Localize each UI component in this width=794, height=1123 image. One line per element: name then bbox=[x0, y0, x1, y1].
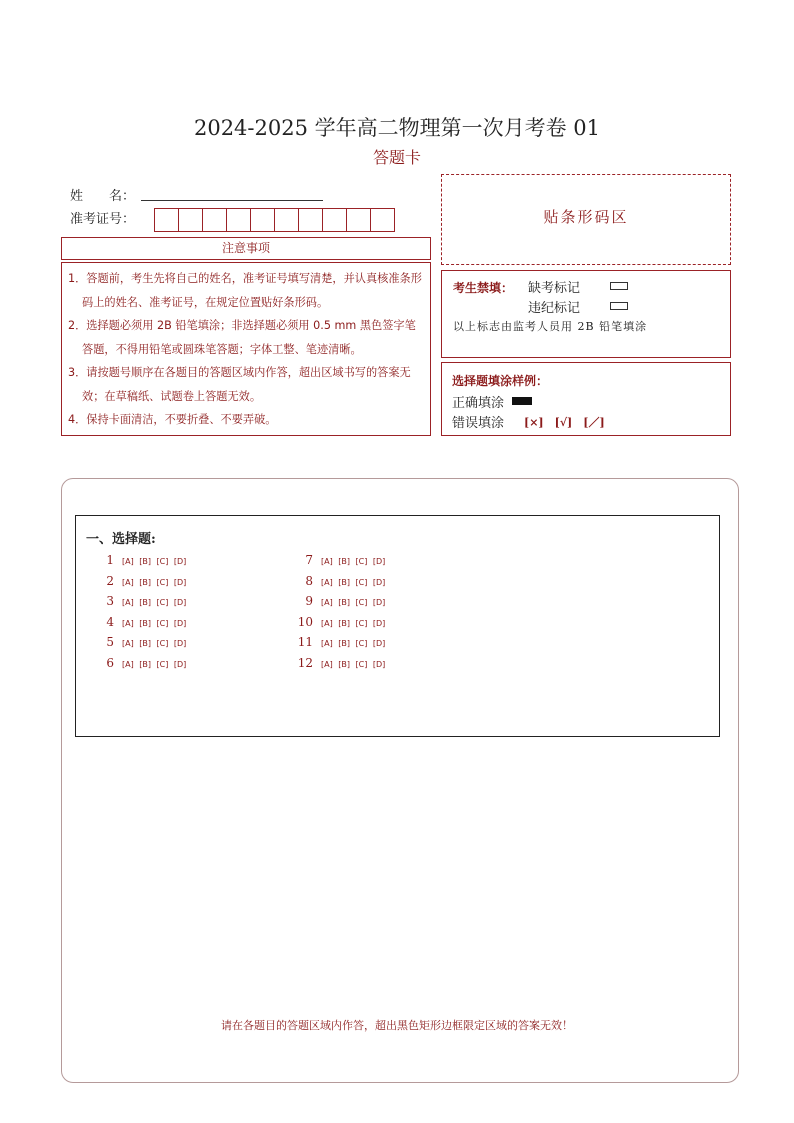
question-row[interactable] bbox=[92, 553, 186, 574]
question-row[interactable] bbox=[291, 594, 385, 615]
question-number: 7 bbox=[305, 553, 313, 567]
question-column-2 bbox=[291, 553, 385, 677]
answer-options[interactable]: [A] [B] [C] [D] bbox=[122, 598, 187, 608]
examiner-only-label: 考生禁填： bbox=[453, 281, 514, 295]
notice-item: 4．保持卡面清洁，不要折叠、不要弄破。 bbox=[68, 413, 277, 426]
question-row[interactable] bbox=[92, 594, 186, 615]
question-number: 10 bbox=[297, 614, 313, 629]
notice-box bbox=[61, 262, 431, 436]
name-field-line[interactable] bbox=[141, 200, 323, 201]
question-row[interactable] bbox=[92, 656, 186, 677]
question-number: 11 bbox=[297, 635, 313, 650]
correct-fill-label: 正确填涂 bbox=[452, 396, 505, 411]
id-digit-box[interactable] bbox=[346, 208, 371, 232]
answer-options[interactable]: [A] [B] [C] [D] bbox=[321, 557, 386, 566]
barcode-label: 贴条形码区 bbox=[543, 208, 629, 226]
notice-item: 3．请按题号顺序在各题目的答题区域内作答，超出区域书写的答案无效；在草稿纸、试题卷上答题无效。 bbox=[68, 366, 411, 403]
id-digit-box[interactable] bbox=[298, 208, 323, 232]
answer-options[interactable]: [A] [B] [C] [D] bbox=[122, 659, 187, 669]
question-number: 5 bbox=[106, 635, 114, 650]
page-title: 2024-2025 学年高二物理第一次月考卷 01 bbox=[193, 116, 601, 140]
question-row[interactable] bbox=[291, 656, 385, 677]
answer-area-warning: 请在各题目的答题区域内作答，超出黑色矩形边框限定区域的答案无效！ bbox=[221, 1019, 573, 1032]
exam-id-boxes[interactable] bbox=[154, 208, 394, 232]
notice-item: 1．答题前，考生先将自己的姓名，准考证号填写清楚，并认真核准条形码上的姓名、准考证号，在规定位置贴好条形码。 bbox=[68, 272, 422, 309]
answer-options[interactable]: [A] [B] [C] [D] bbox=[321, 618, 386, 628]
violation-mark-label: 违纪标记 bbox=[528, 301, 581, 316]
wrong-fill-marks: [×] [√] [／] bbox=[524, 416, 605, 429]
question-row[interactable] bbox=[291, 635, 385, 656]
examiner-only-box bbox=[441, 270, 731, 358]
question-column-1 bbox=[92, 553, 186, 677]
violation-mark-box[interactable] bbox=[610, 302, 628, 310]
notice-item: 2．选择题必须用 2B 铅笔填涂；非选择题必须用 0.5 mm 黑色签字笔答题，不得用铅笔或圆珠笔答题；字体工整、笔迹清晰。 bbox=[68, 319, 416, 356]
exam-id-label: 准考证号： bbox=[70, 212, 136, 227]
answer-options[interactable]: [A] [B] [C] [D] bbox=[122, 618, 187, 628]
question-number: 4 bbox=[106, 614, 114, 629]
question-number: 3 bbox=[106, 594, 114, 609]
answer-options[interactable]: [A] [B] [C] [D] bbox=[122, 577, 187, 587]
page-subtitle: 答题卡 bbox=[372, 148, 421, 167]
question-row[interactable] bbox=[92, 635, 186, 656]
id-digit-box[interactable] bbox=[154, 208, 179, 232]
question-number: 2 bbox=[106, 573, 114, 588]
id-digit-box[interactable] bbox=[274, 208, 299, 232]
examiner-note: 以上标志由监考人员用 2B 铅笔填涂 bbox=[453, 320, 648, 333]
name-label: 姓 名： bbox=[70, 189, 136, 204]
choice-section-box bbox=[75, 515, 720, 737]
barcode-area bbox=[441, 174, 731, 265]
absent-mark-label: 缺考标记 bbox=[528, 281, 581, 296]
answer-options[interactable]: [A] [B] [C] [D] bbox=[321, 577, 386, 587]
id-digit-box[interactable] bbox=[178, 208, 203, 232]
id-digit-box[interactable] bbox=[202, 208, 227, 232]
absent-mark-box[interactable] bbox=[610, 282, 628, 290]
id-digit-box[interactable] bbox=[370, 208, 395, 232]
fill-example-box bbox=[441, 362, 731, 436]
answer-options[interactable]: [A] [B] [C] [D] bbox=[122, 557, 187, 566]
question-row[interactable] bbox=[291, 553, 385, 574]
question-number: 12 bbox=[297, 655, 313, 670]
id-digit-box[interactable] bbox=[250, 208, 275, 232]
notice-heading: 注意事项 bbox=[61, 237, 431, 260]
answer-options[interactable]: [A] [B] [C] [D] bbox=[321, 659, 386, 669]
question-row[interactable] bbox=[291, 574, 385, 595]
question-row[interactable] bbox=[291, 615, 385, 636]
question-number: 1 bbox=[106, 553, 114, 567]
question-row[interactable] bbox=[92, 574, 186, 595]
question-row[interactable] bbox=[92, 615, 186, 636]
choice-section-heading: 一、选择题: bbox=[86, 532, 156, 547]
correct-fill-mark bbox=[512, 397, 532, 405]
wrong-fill-label: 错误填涂 bbox=[452, 416, 505, 431]
answer-options[interactable]: [A] [B] [C] [D] bbox=[321, 598, 386, 608]
question-number: 9 bbox=[305, 594, 313, 609]
id-digit-box[interactable] bbox=[226, 208, 251, 232]
answer-options[interactable]: [A] [B] [C] [D] bbox=[122, 639, 187, 649]
question-number: 8 bbox=[305, 573, 313, 588]
answer-options[interactable]: [A] [B] [C] [D] bbox=[321, 639, 386, 649]
id-digit-box[interactable] bbox=[322, 208, 347, 232]
question-number: 6 bbox=[106, 655, 114, 670]
fill-example-label: 选择题填涂样例： bbox=[452, 374, 549, 388]
